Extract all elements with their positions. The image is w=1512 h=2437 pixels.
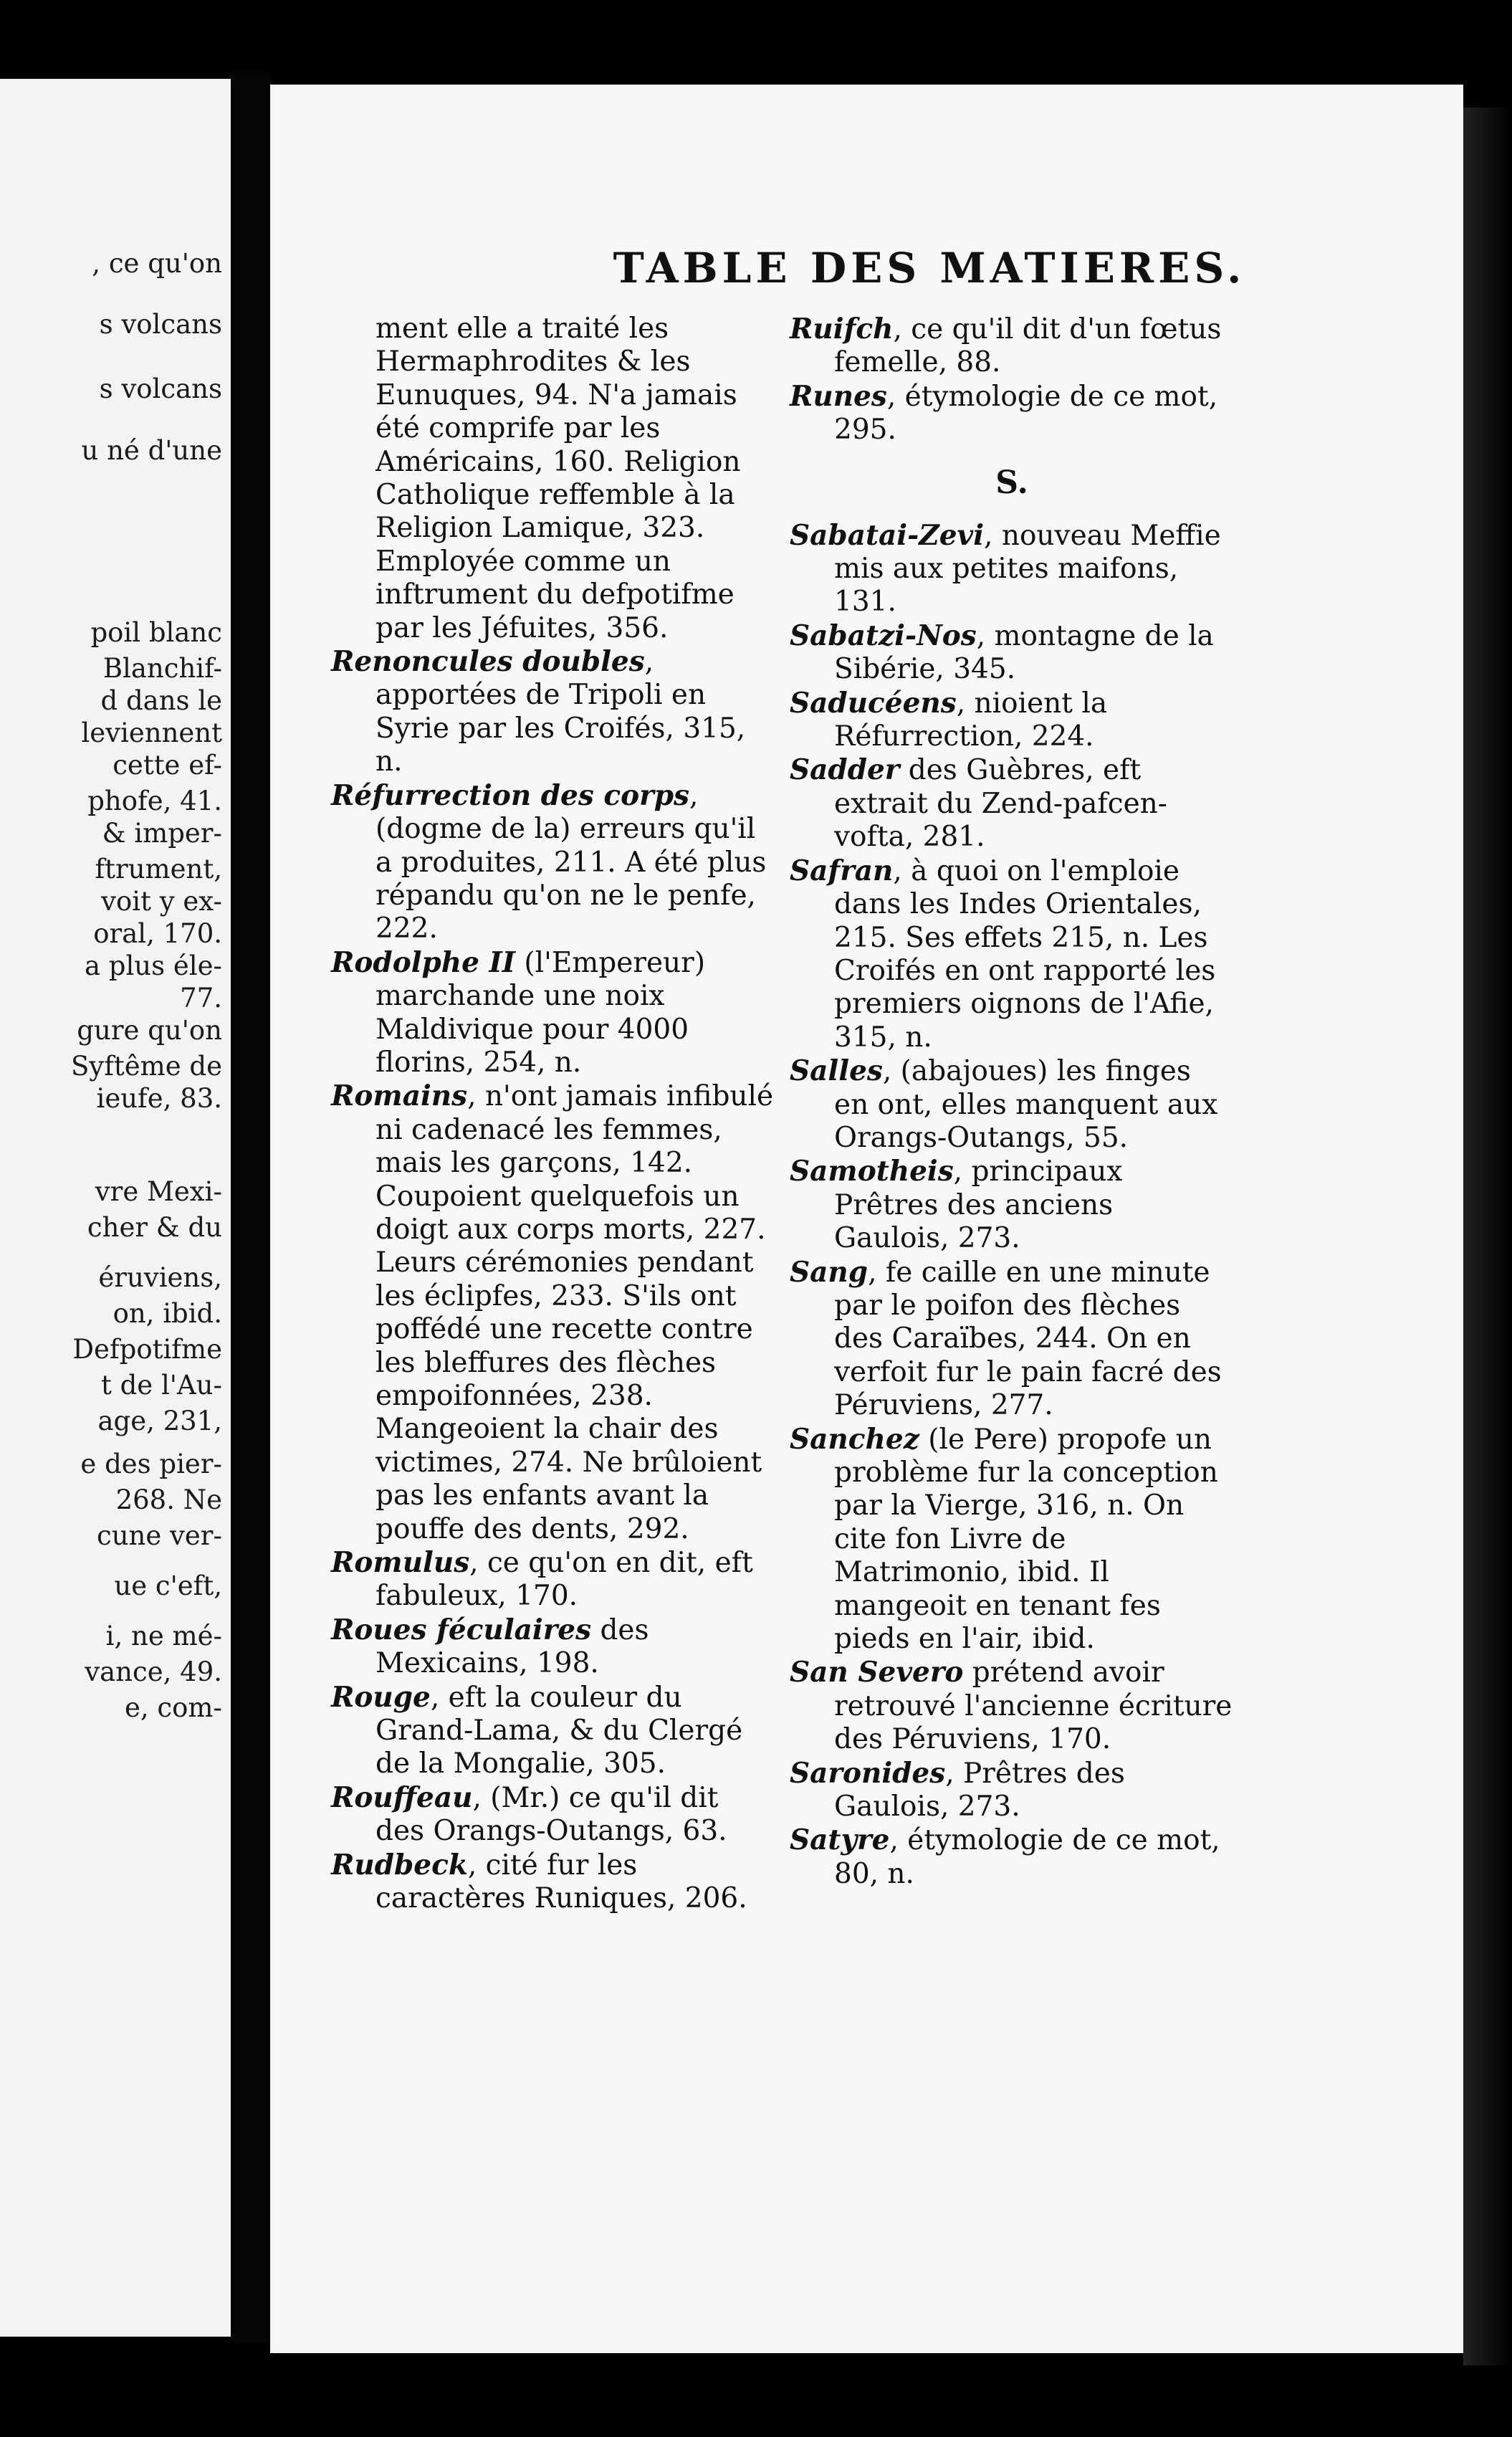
left-page-line: oral, 170. [93, 918, 222, 949]
entry-keyword: Réfurrection des corps [331, 778, 689, 812]
left-page-line: age, 231, [97, 1406, 222, 1436]
entry-text: , (Mr.) ce qu'il dit des Orangs-Outangs, 63. [375, 1781, 727, 1848]
left-page-line: 268. Ne [115, 1484, 222, 1515]
entry-text: , (abajoues) les finges en ont, elles manquent aux Orangs-Outangs, 55. [834, 1055, 1218, 1154]
left-page-line: on, ibid. [113, 1298, 222, 1329]
entry-keyword: Sabatzi-Nos [790, 619, 977, 652]
entry-text: , cité fur les caractères Runiques, 206. [375, 1849, 747, 1915]
index-entry [790, 1155, 1234, 1255]
index-entry [790, 1423, 1234, 1656]
entry-keyword: Rudbeck [331, 1848, 468, 1882]
s-entries [790, 519, 1234, 1892]
page-header: TABLE DES MATIERES. [613, 244, 1246, 292]
entry-keyword: Sanchez [790, 1422, 919, 1456]
entry-text: des Guèbres, eft extrait du Zend-pafcen-vofta, 281. [834, 754, 1167, 854]
left-page-line: cune ver- [96, 1520, 222, 1551]
entry-text: des Mexicains, 198. [375, 1613, 649, 1680]
entry-text: , Prêtres des Gaulois, 273. [834, 1757, 1125, 1823]
entry-text: , apportées de Tripoli en Syrie par les Croifés, 315, n. [375, 646, 746, 778]
entry-text: (le Pere) propofe un problème fur la conception par la Vierge, 316, n. On cite fon Livre de Matrimonio, ibid. Il mangeoit en tenant fes pieds en l'air, ibid. [834, 1423, 1218, 1656]
left-page-line: voit y ex- [101, 886, 222, 917]
entry-text: , montagne de la Sibérie, 345. [834, 619, 1214, 686]
book-gutter [231, 72, 270, 2344]
index-entry [331, 645, 775, 779]
index-entry [331, 1079, 775, 1546]
left-page-line: s volcans [99, 309, 222, 340]
index-entry [790, 687, 1234, 754]
index-entry [331, 946, 775, 1080]
entry-keyword: Romulus [331, 1546, 470, 1580]
index-entry [790, 313, 1234, 380]
entry-keyword: Salles [790, 1054, 883, 1088]
left-page-line: i, ne mé- [105, 1621, 222, 1651]
entry-text: , étymologie de ce mot, 80, n. [834, 1824, 1220, 1890]
left-page-line: cher & du [87, 1212, 222, 1243]
entry-text: ment elle a traité les Hermaphrodites & les Eunuques, 94. N'a jamais été comprife par les Américains, 160. Religion Catholique reffemble à la Religion Lamique, 323. Employée comme un inftrument du defpotifme par les Jéfuites, 356. [375, 313, 741, 644]
left-page-line: ue c'eft, [114, 1570, 222, 1601]
index-page [270, 85, 1463, 2353]
section-letter: S. [995, 464, 1028, 501]
entry-keyword: Ruifch [790, 313, 894, 345]
entry-keyword: Satyre [790, 1823, 890, 1857]
r-entries-continued [790, 313, 1234, 447]
left-page-line: , ce qu'on [92, 248, 222, 279]
entry-text: , à quoi on l'emploie dans les Indes Orientales, 215. Ses effets 215, n. Les Croifés en ont rapporté les premiers oignons de l'Afie, 315, n. [834, 854, 1216, 1054]
entry-text: , nouveau Meffie mis aux petites maifons, 131. [834, 519, 1221, 619]
entry-keyword: Rodolphe II [331, 945, 516, 979]
entry-text: , fe caille en une minute par le poifon des flèches des Caraïbes, 244. On en verfoit fur le pain facré des Péruviens, 277. [834, 1256, 1222, 1422]
left-index-column [331, 313, 775, 1916]
index-entry [331, 1781, 775, 1849]
index-entry [790, 753, 1234, 854]
left-page-line: Blanchif- [102, 653, 222, 684]
entry-text: prétend avoir retrouvé l'ancienne écriture des Péruviens, 170. [834, 1656, 1233, 1756]
left-page-line: poil blanc [90, 617, 222, 648]
left-page-line: leviennent [81, 717, 222, 748]
index-entry [790, 380, 1234, 447]
index-entry [331, 1613, 775, 1681]
index-entry [331, 1849, 775, 1916]
left-page-line: a plus éle- [84, 950, 222, 981]
entry-text: , n'ont jamais infibulé ni cadenacé les femmes, mais les garçons, 142. Coupoient quelquefois un doigt aux corps morts, 227. Leurs cérémonies pendant les éclipfes, 233. S'ils ont poffédé une recette contre les bleffures des flèches empoifonnées, 238. Mangeoient la chair des victimes, 274. Ne brûloient pas les enfants avant la pouffe des dents, 292. [375, 1080, 774, 1545]
entry-keyword: Samotheis [790, 1155, 954, 1188]
entry-keyword: Sang [790, 1255, 869, 1289]
entry-keyword: Saronides [790, 1756, 946, 1790]
entry-keyword: Renoncules doubles [331, 645, 645, 679]
index-entry [331, 313, 775, 645]
entry-keyword: Romains [331, 1079, 468, 1113]
index-entry [331, 1546, 775, 1613]
index-entry [790, 1823, 1234, 1891]
entry-keyword: Saducéens [790, 686, 957, 720]
index-entry [790, 1054, 1234, 1155]
entry-text: , nioient la Réfurrection, 224. [834, 687, 1108, 753]
page-edge-shadow [1463, 108, 1512, 2365]
left-page-line: 77. [180, 983, 222, 1014]
left-page-line: gure qu'on [77, 1015, 222, 1046]
entry-keyword: Rouge [331, 1680, 431, 1714]
entry-text: , étymologie de ce mot, 295. [834, 380, 1218, 447]
entry-keyword: Sadder [790, 753, 900, 787]
left-page-line: & imper- [102, 818, 222, 849]
left-page-line: vre Mexi- [95, 1176, 222, 1207]
index-entry [331, 779, 775, 946]
previous-page-fragment [0, 79, 231, 2337]
left-page-line: éruviens, [98, 1262, 222, 1293]
index-entry [790, 1757, 1234, 1824]
left-page-line: t de l'Au- [100, 1370, 222, 1401]
left-page-line: d dans le [100, 685, 222, 716]
left-page-line: e, com- [124, 1692, 222, 1723]
right-index-column [790, 313, 1234, 1891]
left-page-line: Syftême de [70, 1051, 222, 1082]
left-page-line: cette ef- [113, 750, 222, 781]
index-entry [331, 1681, 775, 1781]
entry-keyword: San Severo [790, 1656, 964, 1689]
entry-text: , eft la couleur du Grand-Lama, & du Clergé de la Mongalie, 305. [375, 1681, 743, 1780]
entry-text: , ce qu'il dit d'un fœtus femelle, 88. [834, 313, 1222, 379]
entry-keyword: Runes [790, 379, 887, 413]
entry-keyword: Safran [790, 854, 894, 887]
index-entry [790, 1256, 1234, 1423]
entry-keyword: Sabatai-Zevi [790, 518, 985, 552]
left-page-line: u né d'une [81, 435, 222, 466]
entry-text: (l'Empereur) marchande une noix Maldivique pour 4000 florins, 254, n. [375, 946, 706, 1079]
left-page-line: phofe, 41. [87, 786, 222, 816]
index-entry [790, 519, 1234, 619]
left-page-line: s volcans [99, 373, 222, 404]
left-page-line: ftrument, [95, 854, 222, 884]
left-page-line: ieufe, 83. [96, 1083, 222, 1114]
left-page-line: e des pier- [80, 1449, 222, 1479]
entry-keyword: Roues féculaires [331, 1613, 592, 1646]
entry-text: , principaux Prêtres des anciens Gaulois, 273. [834, 1155, 1123, 1255]
index-entry [790, 854, 1234, 1054]
index-entry [790, 619, 1234, 687]
entry-text: , (dogme de la) erreurs qu'il a produites, 211. A été plus répandu qu'on ne le penfe, 222. [375, 779, 767, 945]
entry-keyword: Rouffeau [331, 1780, 473, 1814]
index-entry [790, 1656, 1234, 1756]
left-page-line: Defpotifme [72, 1334, 222, 1365]
left-page-line: vance, 49. [85, 1656, 222, 1687]
entry-text: , ce qu'on en dit, eft fabuleux, 170. [375, 1547, 753, 1613]
